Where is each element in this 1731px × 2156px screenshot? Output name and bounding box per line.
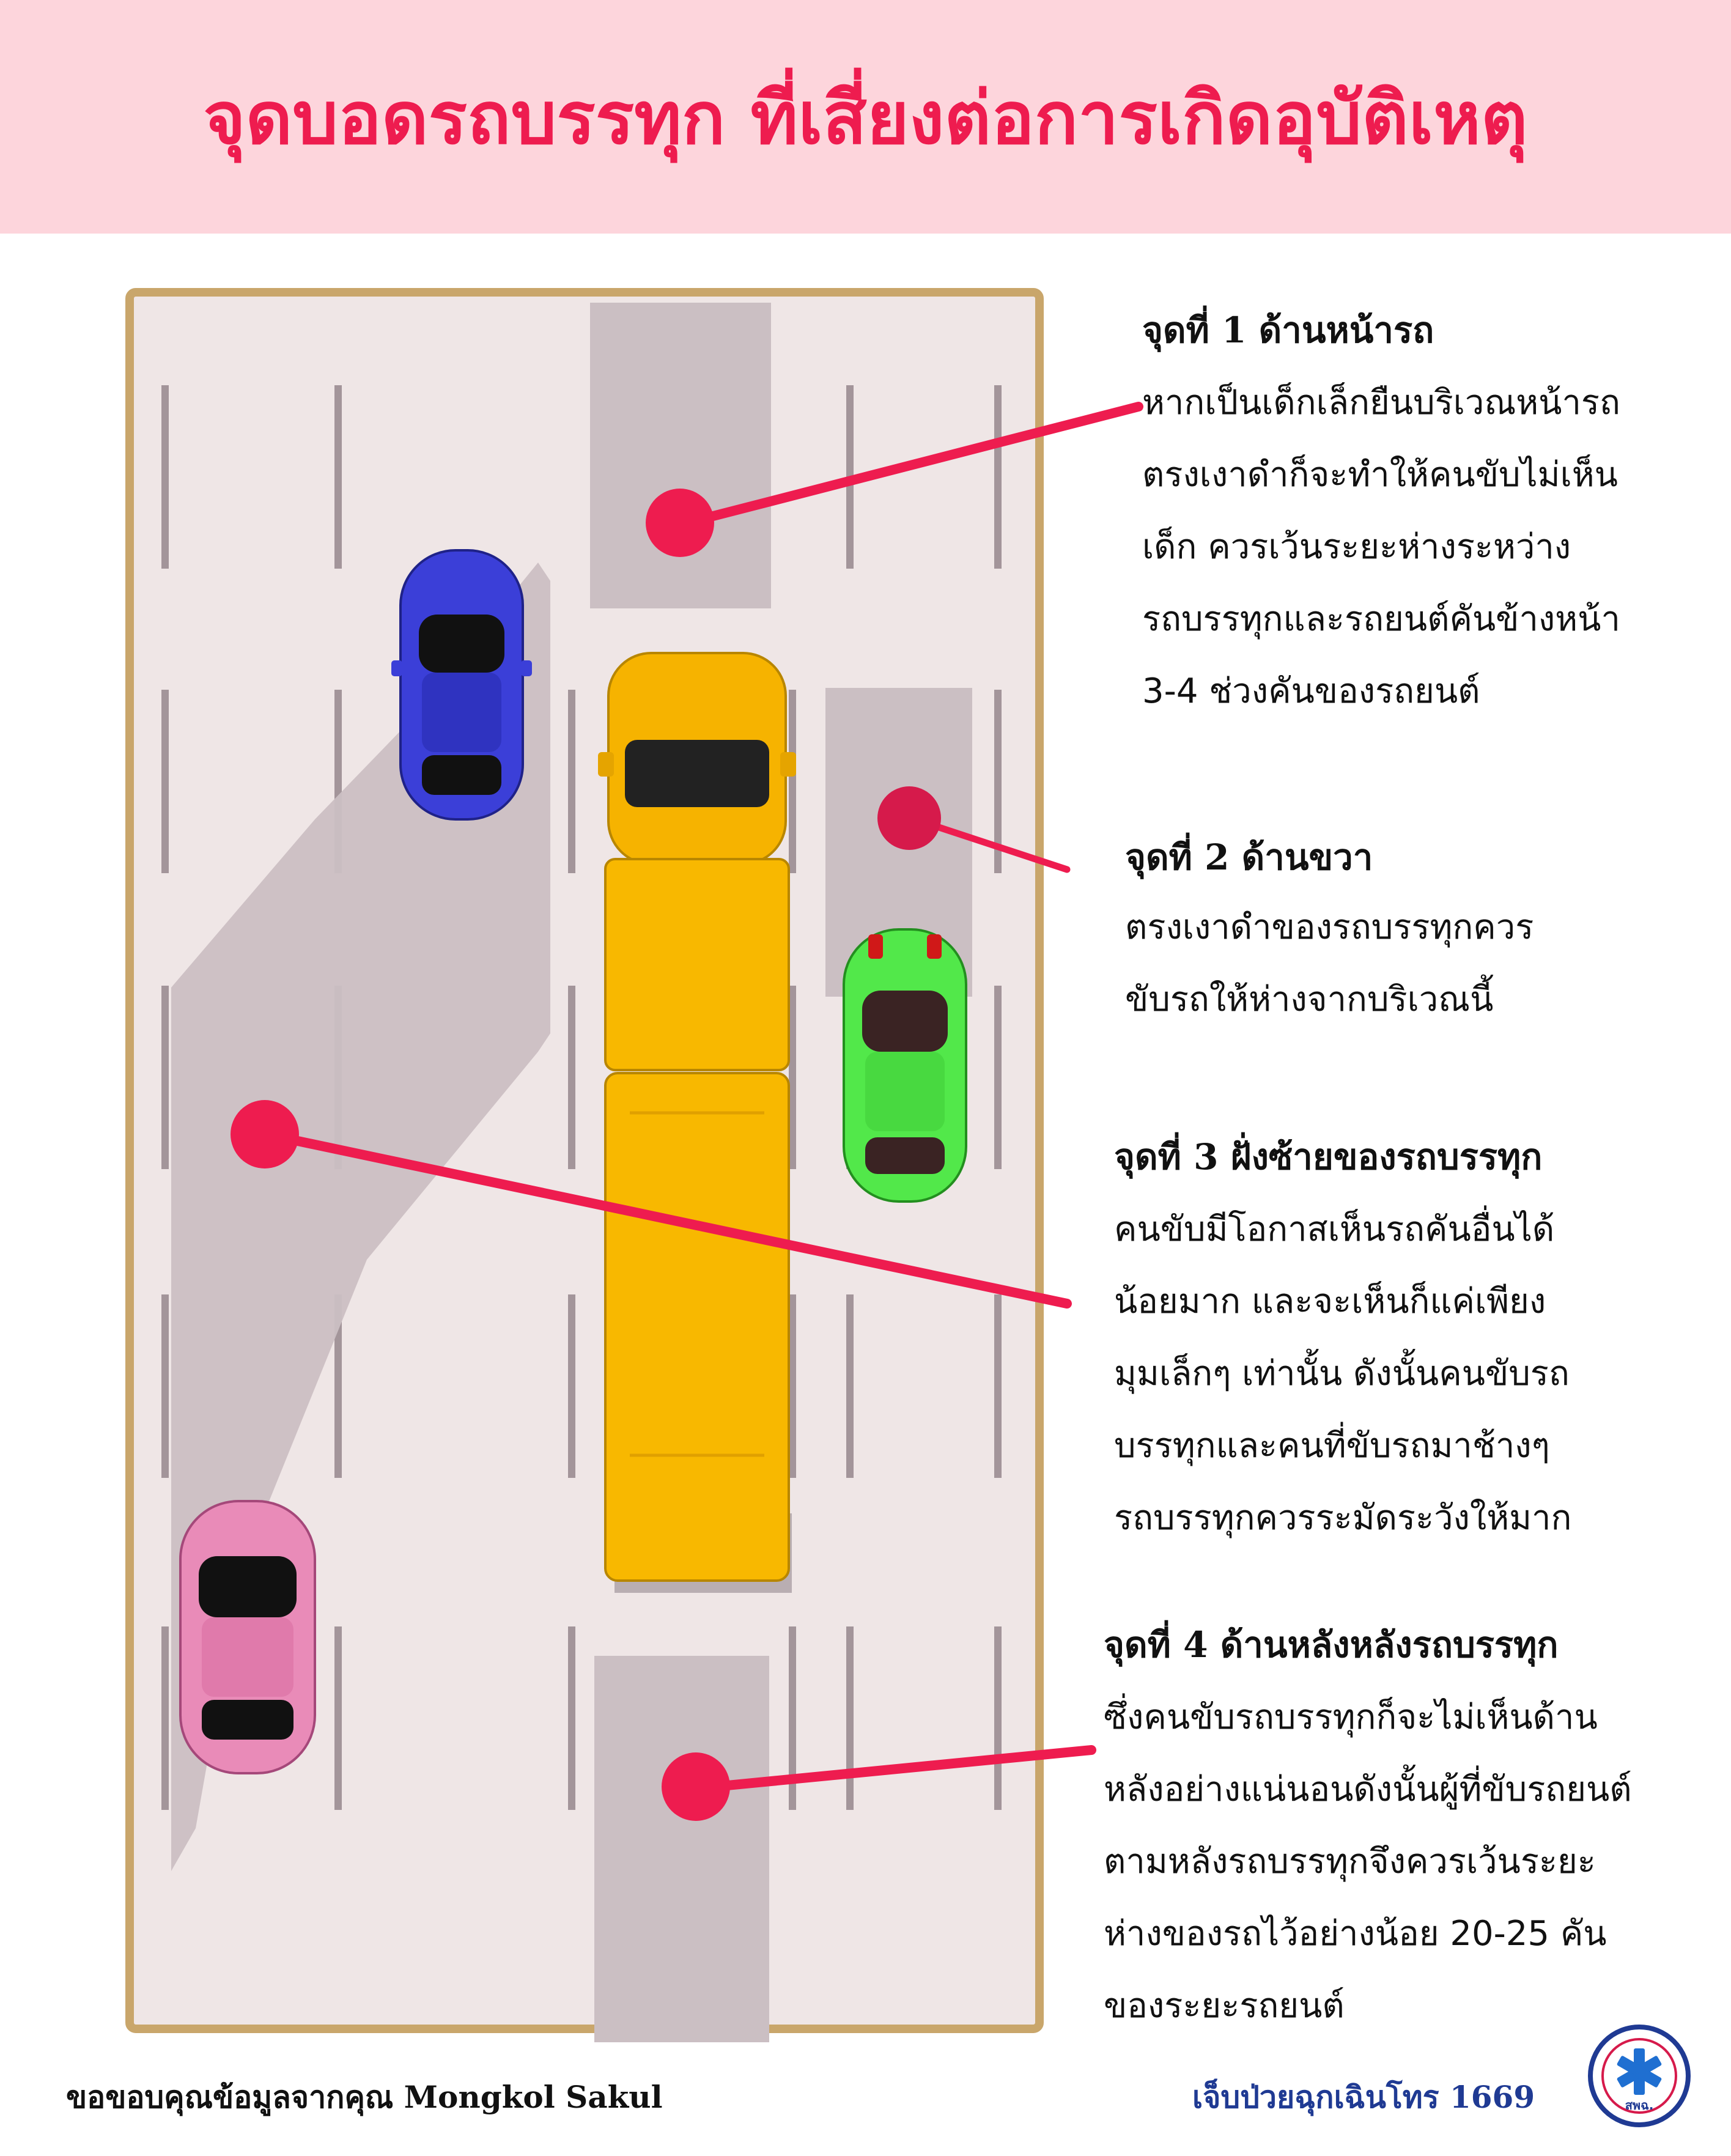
point-4-line: ห่างของรถไว้อย่างน้อย 20-25 คัน <box>1104 1914 1607 1954</box>
truck-mirror-right <box>780 752 796 777</box>
lane-dash <box>161 1294 169 1478</box>
car-windshield <box>199 1556 297 1617</box>
truck-cargo-front <box>605 859 789 1070</box>
marker-point-4 <box>662 1752 730 1821</box>
car-taillight <box>927 934 942 959</box>
point-1-title: จุดที่ 1 ด้านหน้ารถ <box>1142 309 1434 351</box>
car-windshield <box>862 991 948 1052</box>
car-windshield <box>419 615 504 673</box>
pink-car <box>180 1501 315 1773</box>
car-roof <box>422 673 501 752</box>
credit-text: ขอขอบคุณข้อมูลจากคุณ Mongkol Sakul <box>66 2079 663 2115</box>
emergency-logo <box>1587 2024 1691 2128</box>
lane-dash <box>994 1626 1002 1810</box>
car-mirror <box>391 660 402 676</box>
lane-dash <box>161 986 169 1169</box>
point-3-description <box>1114 1194 1571 1554</box>
car-mirror <box>521 660 532 676</box>
lane-dash <box>161 1626 169 1810</box>
truck <box>598 653 796 1593</box>
truck-windshield <box>625 740 769 807</box>
logo-text: สพฉ. <box>1625 2098 1654 2113</box>
lane-dash <box>161 385 169 569</box>
marker-point-3 <box>231 1100 299 1168</box>
marker-point-2 <box>877 786 941 850</box>
point-1-line: 3-4 ช่วงคันของรถยนต์ <box>1142 671 1480 711</box>
lane-dash <box>994 986 1002 1169</box>
point-2-title: จุดที่ 2 ด้านขวา <box>1125 836 1373 878</box>
lane-dash <box>846 1294 854 1478</box>
point-2-line: ตรงเงาดำของรถบรรทุกควร <box>1125 907 1534 947</box>
marker-point-1 <box>646 489 714 557</box>
blind-zone-front <box>590 303 771 608</box>
hotline-text: เจ็บป่วยฉุกเฉินโทร 1669 <box>1192 2079 1535 2115</box>
car-rear-window <box>422 755 501 795</box>
point-3-title: จุดที่ 3 ฝั่งซ้ายของรถบรรทุก <box>1114 1136 1543 1178</box>
point-3-line: คนขับมีโอกาสเห็นรถคันอื่นได้ <box>1114 1209 1555 1249</box>
lane-dash <box>789 690 796 873</box>
point-2-description <box>1125 892 1534 1036</box>
point-1-description <box>1142 367 1620 728</box>
blind-zone-rear <box>594 1656 769 2042</box>
point-4-line: ตามหลังรถบรรทุกจึงควรเว้นระยะ <box>1104 1842 1596 1881</box>
car-roof <box>865 1052 945 1131</box>
truck-cargo-rear <box>605 1073 789 1581</box>
point-3-line: บรรทุกและคนที่ขับรถมาช้างๆ <box>1114 1426 1550 1466</box>
car-roof <box>202 1617 293 1697</box>
car-rear-window <box>202 1700 293 1740</box>
point-4-line: ซึ่งคนขับรถบรรทุกก็จะไม่เห็นด้าน <box>1104 1697 1598 1737</box>
car-taillight <box>868 934 883 959</box>
point-3-line: รถบรรทุกควรระมัดระวังให้มาก <box>1114 1498 1572 1538</box>
point-4-line: หลังอย่างแน่นอนดังนั้นผู้ที่ขับรถยนต์ <box>1104 1770 1632 1809</box>
point-1-line: หากเป็นเด็กเล็กยืนบริเวณหน้ารถ <box>1142 383 1620 423</box>
point-1-line: เด็ก ควรเว้นระยะห่างระหว่าง <box>1142 527 1571 567</box>
lane-dash <box>994 385 1002 569</box>
lane-dash <box>334 1626 342 1810</box>
car-rear-window <box>865 1137 945 1174</box>
lane-dash <box>846 1626 854 1810</box>
point-3-line: มุมเล็กๆ เท่านั้น ดังนั้นคนขับรถ <box>1114 1354 1570 1394</box>
green-car <box>844 929 966 1202</box>
lane-dash <box>161 690 169 873</box>
lane-dash <box>568 986 575 1169</box>
lane-dash <box>334 385 342 569</box>
point-1-line: ตรงเงาดำก็จะทำให้คนขับไม่เห็น <box>1142 455 1618 495</box>
point-3-line: น้อยมาก และจะเห็นก็แค่เพียง <box>1114 1282 1546 1321</box>
page-title: จุดบอดรถบรรทุก ที่เสี่ยงต่อการเกิดอุบัติเหตุ <box>203 76 1528 160</box>
lane-dash <box>568 1294 575 1478</box>
lane-dash <box>568 1626 575 1810</box>
point-4-line: ของระยะรถยนต์ <box>1104 1986 1345 2026</box>
point-2-line: ขับรถให้ห่างจากบริเวณนี้ <box>1125 980 1494 1019</box>
truck-mirror-left <box>598 752 614 777</box>
blue-car <box>391 550 532 819</box>
point-4-title: จุดที่ 4 ด้านหลังหลังรถบรรทุก <box>1104 1624 1559 1666</box>
lane-dash <box>568 690 575 873</box>
point-1-line: รถบรรทุกและรถยนต์คันข้างหน้า <box>1142 599 1620 639</box>
lane-dash <box>994 1294 1002 1478</box>
point-4-description <box>1104 1682 1632 2042</box>
